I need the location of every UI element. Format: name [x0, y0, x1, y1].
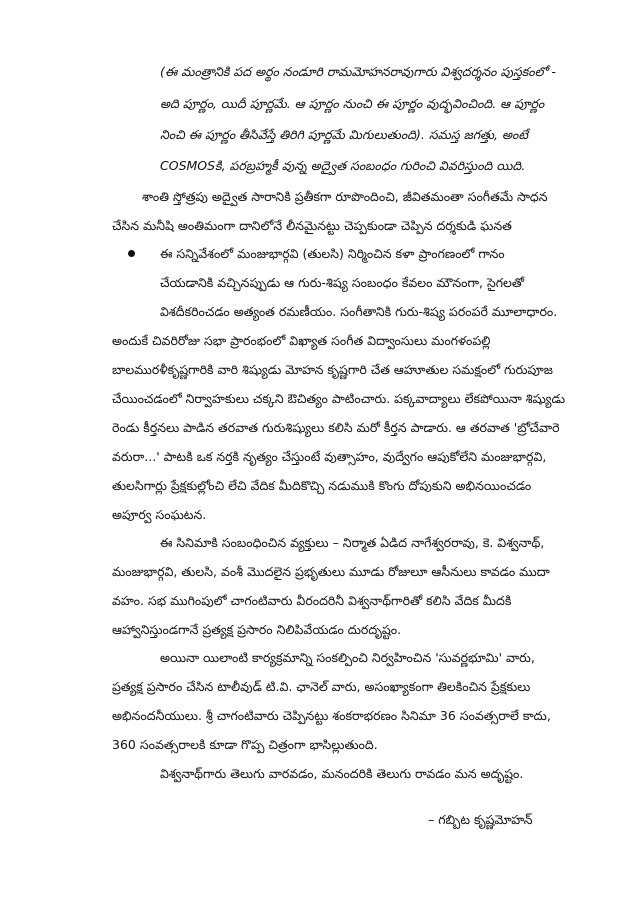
paragraph-1-line-1: శాంతి స్తోత్రపు అద్వైత సారానికి ప్రతీకగా రూపొందించి, జీవితమంతా సంగీతమే సాధన	[142, 189, 548, 204]
italic-line-4: COSMOSకి, పరబ్రహ్మకీ వున్న అద్వైత సంబంధం గురించి వివరిస్తుంది యిది.	[160, 158, 526, 173]
paragraph-3-line-1: ఈ సినిమాకి సంబంధించిన వ్యక్తులు – నిర్మాత ఏడిద నాగేశ్వరరావు, కె. విశ్వనాథ్,	[160, 535, 545, 550]
italic-line-1: (ఈ మంత్రానికి పద అర్థం నండూరి రామమోహనరావుగారు విశ్వదర్శనం పుస్తకంలో -	[160, 64, 556, 79]
paragraph-2-line-6: తులసిగార్లు ప్రేక్షకుల్లోంచి లేచి వేదిక మీదికొచ్చి నడుముకి కొంగు దోపుకుని అభినయించడం	[112, 478, 532, 493]
paragraph-2-line-4: రెండు కీర్తనలు పాడిన తరవాత గురుశిష్యులు కలిసి మరో కీర్తన పాడారు. ఆ తరవాత 'బ్రోచేవారె	[112, 420, 560, 435]
paragraph-2-line-1: అందుకే చివరిరోజు సభా ప్రారంభంలో విఖ్యాత సంగీత విద్వాంసులు మంగళంపల్లి	[112, 333, 491, 348]
bullet-line-1: ఈ సన్నివేశంలో మంజుభార్గవి (తులసి) నిర్మించిన కళా ప్రాంగణంలో గానం	[160, 246, 505, 261]
bullet-line-2: చేయడానికి వచ్చినప్పుడు ఆ గురు-శిష్య సంబంధం కేవలం మౌనంగా, సైగలతో	[160, 275, 525, 290]
bullet-icon	[128, 250, 135, 257]
paragraph-2-line-3: చేయించడంలో నిర్వాహకులు చక్కని ఔచిత్యం పాటించారు. పక్కవాద్యాలు లేకపోయినా శిష్యుడు	[112, 391, 566, 406]
author-signature: – గబ్బిట కృష్ణమోహన్	[428, 812, 533, 827]
paragraph-4-line-1: అయినా యిలాంటి కార్యక్రమాన్ని సంకల్పించి నిర్వహించిన 'సువర్ణభూమి' వారు,	[160, 650, 535, 665]
paragraph-5-line-1: విశ్వనాథ్‌గారు తెలుగు వారవడం, మనందరికి తెలుగు రావడం మన అదృష్టం.	[160, 766, 524, 781]
italic-line-2: అది పూర్ణం, యిదీ పూర్ణమే. ఆ పూర్ణం నుంచి ఈ పూర్ణం వుద్భవించింది. ఆ పూర్ణం	[160, 96, 545, 111]
paragraph-4-line-4: 360 సంవత్సరాలకి కూడా గొప్ప చిత్రంగా భాసిల్లుతుంది.	[112, 737, 378, 752]
italic-line-3: నించి ఈ పూర్ణం తీసివేస్తే తిరిగి పూర్ణమే మిగులుతుంది). సమస్త జగత్తు, అంటే	[160, 127, 528, 142]
paragraph-4-line-2: ప్రత్యక్ష ప్రసారం చేసిన టాలీవుడ్ టి.వి. ఛానెల్ వారు, అసంఖ్యాకంగా తిలకించిన ప్రేక్షకులు	[112, 679, 531, 694]
bullet-line-3: విశదీకరించడం అత్యంత రమణీయం. సంగీతానికి గురు-శిష్య పరంపరే మూలాధారం.	[160, 304, 558, 319]
paragraph-2-line-5: వరురా...' పాటకి ఒక నర్తకి నృత్యం చేస్తుంటే వుత్సాహం, వుద్వేగం ఆపుకోలేని మంజుభార్గవి,	[112, 449, 547, 464]
paragraph-3-line-3: వహం. సభ ముగింపులో చాగంటివారు వీరందరినీ విశ్వనాథ్‌గారితో కలిసి వేదిక మీదకి	[112, 593, 512, 608]
paragraph-3-line-4: ఆహ్వానిస్తుండగానే ప్రత్యక్ష ప్రసారం నిలిపివేయడం దురదృష్టం.	[112, 622, 402, 637]
paragraph-4-line-3: అభినందనీయులు. శ్రీ చాగంటివారు చెప్పినట్టు శంకరాభరణం సినిమా 36 సంవత్సరాలే కాదు,	[112, 708, 551, 723]
paragraph-1-line-2: చేసిన మనీషి అంతిమంగా దానిలోనే లీనమైనట్టు చెప్పకుండా చెప్పిన దర్శకుడి ఘనత	[112, 218, 512, 233]
paragraph-2-line-2: బాలమురళీకృష్ణగారికి వారి శిష్యుడు మోహన కృష్ణగారి చేత ఆహూతుల సమక్షంలో గురుపూజ	[112, 362, 553, 377]
paragraph-3-line-2: మంజుభార్గవి, తులసి, వంశీ మొదలైన ప్రభృతులు మూడు రోజులూ ఆసీనులు కావడం ముదా	[112, 564, 550, 579]
paragraph-2-line-7: అపూర్వ సంఘటన.	[112, 507, 207, 522]
